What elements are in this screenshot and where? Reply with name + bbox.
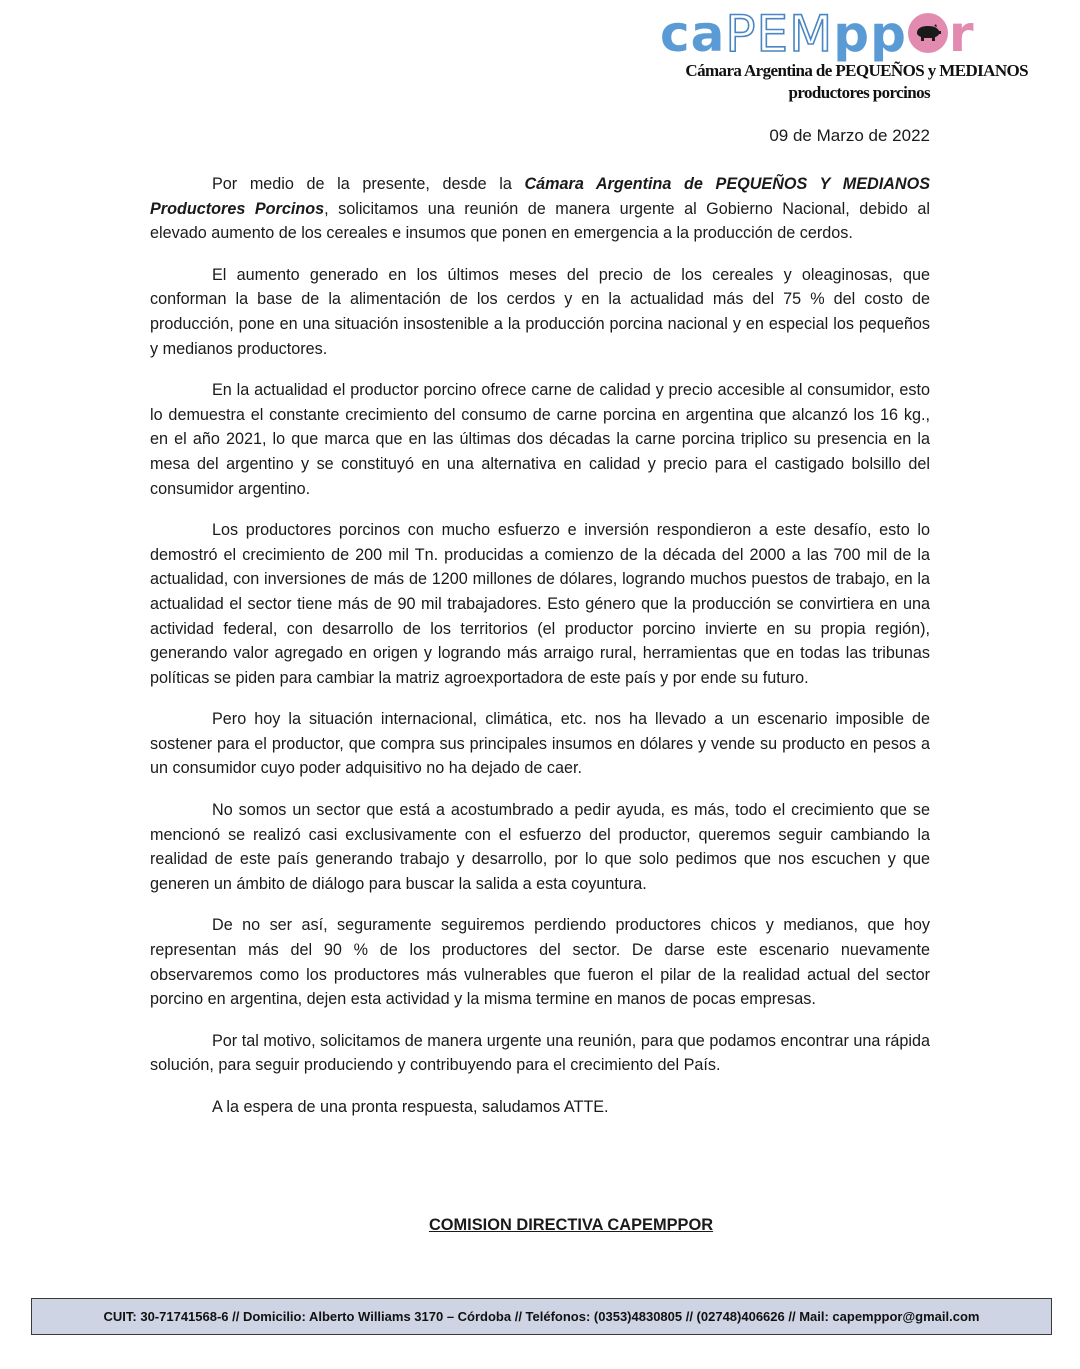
footer-contact-bar xyxy=(31,1298,1052,1335)
paragraph-4: Los productores porcinos con mucho esfuerzo e inversión respondieron a este desafío, esto lo demostró el crecimiento de 200 mil Tn. producidas a comienzo de la década del 2000 a las 700 mil de la actualidad, con inversiones de más de 1200 millones de dólares, logrando muchos puestos de trabajo, en la actualidad el sector tiene más de 90 mil trabajadores. Esto género que la producción se convirtiera en una actividad federal, con desarrollo de los territorios (el productor porcino invierte en su propia región), generando valor agregado en origen y logrando más arraigo rural, herramientas que en todas las tribunas políticas se piden para cambiar la matriz agroexportadora de este país y por ende su futuro. xyxy=(150,521,930,687)
paragraph-9: A la espera de una pronta respuesta, saludamos ATTE. xyxy=(212,1098,609,1116)
paragraph-1-rest: , solicitamos una reunión de manera urgente al Gobierno Nacional, debido al elevado aumento de los cereales e insumos que ponen en emergencia a la producción de cerdos. xyxy=(150,199,930,243)
paragraph-6: No somos un sector que está a acostumbrado a pedir ayuda, es más, todo el crecimiento que se mencionó se realizó casi exclusivamente con el esfuerzo del productor, queremos seguir cambiando la realidad de este país generando trabajo y desarrollo, por lo que solo pedimos que nos escuchen y que generen un ámbito de diálogo para buscar la salida a esta coyuntura. xyxy=(150,801,930,893)
capemppor-logo xyxy=(660,6,1030,62)
paragraph-8: Por tal motivo, solicitamos de manera urgente una reunión, para que podamos encontrar una rápida solución, para seguir produciendo y contribuyendo para el crecimiento del País. xyxy=(150,1031,930,1075)
logo-text-r: r xyxy=(948,5,975,63)
paragraph-7: De no ser así, seguramente seguiremos perdiendo productores chicos y medianos, que hoy representan más del 90 % de los productores del sector. De darse este escenario nuevamente observaremos como los productores más vulnerables que fueron el pilar de la realidad actual del sector porcino en argentina, dejen esta actividad y la misma termine en manos de pocas empresas. xyxy=(150,916,930,1009)
paragraph-3: En la actualidad el productor porcino ofrece carne de calidad y precio accesible al consumidor, esto lo demuestra el constante crecimiento del consumo de carne porcina en argentina que alcanzó los 16 kg., en el año 2021, lo que marca que en las últimas dos décadas la carne porcina triplico su presencia en la mesa del argentino y se constituyó en una alternativa en calidad y precio para el castigado bolsillo del consumidor argentino. xyxy=(150,381,930,498)
paragraph-2: El aumento generado en los últimos meses del precio de los cereales y oleaginosas, que conforman la base de la alimentación de los cerdos y en la actualidad más del 75 % del costo de producción, pone en una situación insostenible a la producción porcina nacional y en especial los pequeños y medianos productores. xyxy=(150,265,930,358)
subtitle-line-1: Cámara Argentina de PEQUEÑOS y MEDIANOS xyxy=(685,61,1028,80)
logo-text-ca: ca xyxy=(660,5,726,63)
subtitle-line-2: productores porcinos xyxy=(788,83,930,102)
organization-name-emphasis: Cámara Argentina de PEQUEÑOS Y MEDIANOS Productores Porcinos xyxy=(150,175,930,218)
signature: COMISION DIRECTIVA CAPEMPPOR xyxy=(428,1216,714,1234)
paragraph-5: Pero hoy la situación internacional, climática, etc. nos ha llevado a un escenario imposible de sostener para el productor, que compra sus principales insumos en dólares y vende su producto en pesos a un consumidor cuyo poder adquisitivo no ha dejado de caer. xyxy=(150,710,930,778)
letter-body xyxy=(150,172,930,1137)
letter-date: 09 de Marzo de 2022 xyxy=(769,126,930,145)
organization-subtitle xyxy=(600,60,1028,104)
paragraph-1-intro: Por medio de la presente, desde la xyxy=(212,175,525,193)
logo-text-pp: pp xyxy=(833,5,907,63)
logo-text-pem: PEM xyxy=(725,5,834,63)
paragraph-1 xyxy=(150,172,930,246)
footer-contact-text: CUIT: 30-71741568-6 // Domicilio: Alberto Williams 3170 – Córdoba // Teléfonos: (0353)4830805 // (02748)406626 // Mail: capemppor@gmail.com xyxy=(103,1309,980,1324)
pig-icon xyxy=(908,13,948,53)
